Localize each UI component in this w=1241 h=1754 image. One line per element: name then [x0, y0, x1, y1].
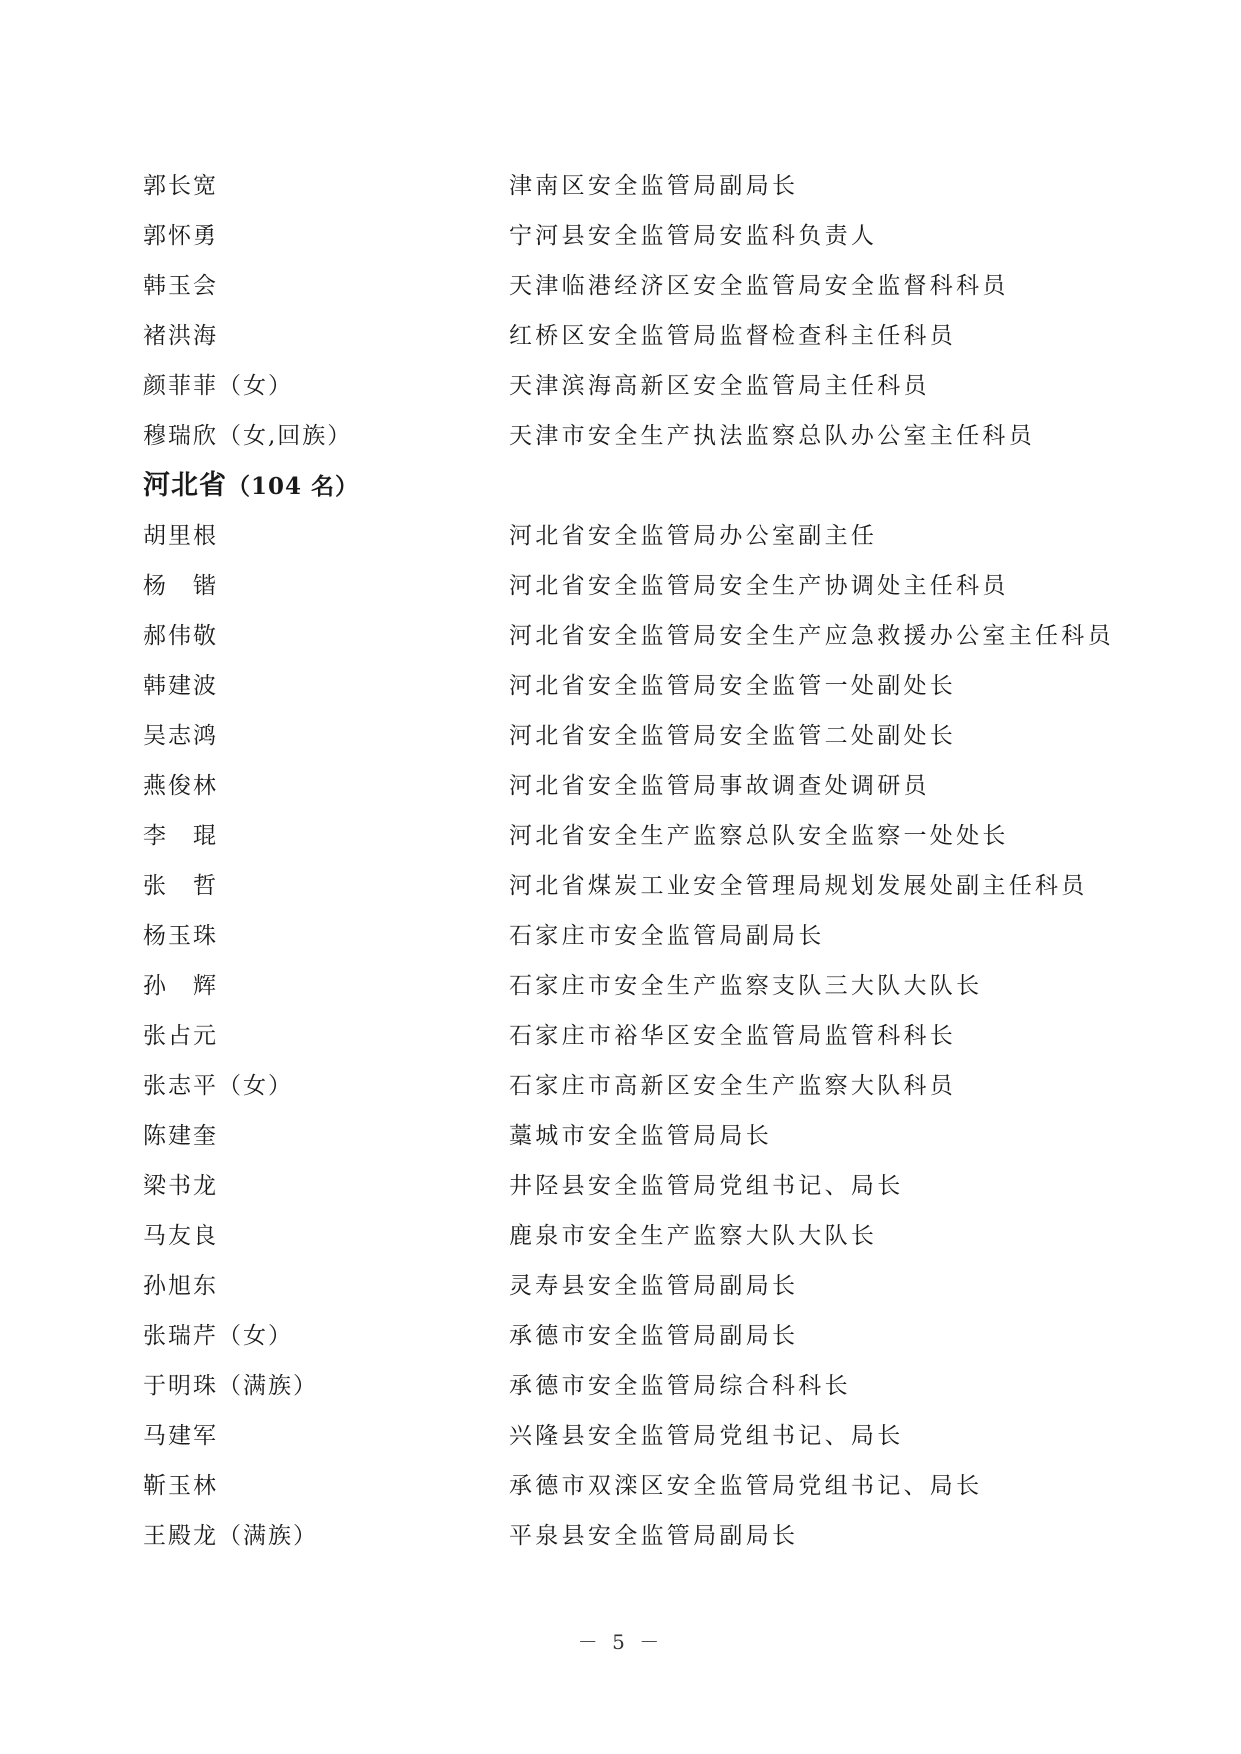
person-name: 马友良 — [143, 1223, 218, 1249]
person-title: 承德市安全监管局综合科科长 — [509, 1373, 851, 1399]
person-title: 石家庄市安全生产监察支队三大队大队长 — [509, 973, 983, 999]
person-title: 鹿泉市安全生产监察大队大队长 — [509, 1223, 878, 1249]
list-item — [143, 361, 1103, 411]
list-item — [143, 861, 1103, 911]
person-title: 河北省煤炭工业安全管理局规划发展处副主任科员 — [509, 873, 1088, 899]
person-name: 颜菲菲（女） — [143, 373, 293, 399]
person-name: 王殿龙（满族） — [143, 1523, 318, 1549]
page-number: － 5 － — [577, 1630, 664, 1654]
person-name: 郭怀勇 — [143, 223, 218, 249]
list-item — [143, 1411, 1103, 1461]
person-name: 张瑞芹（女） — [143, 1323, 293, 1349]
list-item — [143, 1461, 1103, 1511]
person-title: 承德市双滦区安全监管局党组书记、局长 — [509, 1473, 983, 1499]
person-title: 河北省安全监管局安全监管二处副处长 — [509, 723, 957, 749]
list-item — [143, 511, 1103, 561]
person-name: 郭长宽 — [143, 173, 218, 199]
person-title: 河北省安全监管局安全生产应急救援办公室主任科员 — [509, 623, 1114, 649]
list-item — [143, 1361, 1103, 1411]
tianjin-list — [143, 161, 1114, 1561]
person-name: 靳玉林 — [143, 1473, 218, 1499]
person-name: 胡里根 — [143, 523, 218, 549]
person-name: 穆瑞欣（女,回族） — [143, 423, 353, 449]
list-item — [143, 811, 1103, 861]
person-title: 红桥区安全监管局监督检查科主任科员 — [509, 323, 957, 349]
list-item — [143, 761, 1103, 811]
person-name: 杨 锴 — [143, 573, 218, 599]
person-title: 天津滨海高新区安全监管局主任科员 — [509, 373, 930, 399]
province-count: （104 名） — [227, 473, 360, 500]
person-name: 孙 辉 — [143, 973, 218, 999]
person-name: 韩玉会 — [143, 273, 218, 299]
person-name: 李 琨 — [143, 823, 218, 849]
person-name: 褚洪海 — [143, 323, 218, 349]
section-heading-hebei — [143, 461, 1103, 511]
person-title: 天津临港经济区安全监管局安全监督科科员 — [509, 273, 1009, 299]
person-name: 张占元 — [143, 1023, 218, 1049]
person-title: 石家庄市高新区安全生产监察大队科员 — [509, 1073, 957, 1099]
person-title: 井陉县安全监管局党组书记、局长 — [509, 1173, 904, 1199]
person-name: 韩建波 — [143, 673, 218, 699]
person-name: 马建军 — [143, 1423, 218, 1449]
person-name: 吴志鸿 — [143, 723, 218, 749]
list-item — [143, 1211, 1103, 1261]
person-title: 平泉县安全监管局副局长 — [509, 1523, 799, 1549]
list-item — [143, 311, 1103, 361]
list-item — [143, 261, 1103, 311]
person-name: 燕俊林 — [143, 773, 218, 799]
person-title: 兴隆县安全监管局党组书记、局长 — [509, 1423, 904, 1449]
list-item — [143, 161, 1103, 211]
list-item — [143, 1511, 1103, 1561]
person-title: 津南区安全监管局副局长 — [509, 173, 799, 199]
person-title: 河北省安全监管局安全监管一处副处长 — [509, 673, 957, 699]
person-name: 杨玉珠 — [143, 923, 218, 949]
list-item — [143, 211, 1103, 261]
person-name: 陈建奎 — [143, 1123, 218, 1149]
person-title: 河北省安全生产监察总队安全监察一处处长 — [509, 823, 1009, 849]
list-item — [143, 1061, 1103, 1111]
list-item — [143, 661, 1103, 711]
list-item — [143, 1011, 1103, 1061]
person-title: 天津市安全生产执法监察总队办公室主任科员 — [509, 423, 1035, 449]
person-title: 河北省安全监管局安全生产协调处主任科员 — [509, 573, 1009, 599]
list-item — [143, 561, 1103, 611]
person-title: 承德市安全监管局副局长 — [509, 1323, 799, 1349]
list-item — [143, 911, 1103, 961]
list-item — [143, 1261, 1103, 1311]
person-title: 河北省安全监管局事故调查处调研员 — [509, 773, 930, 799]
person-title: 藁城市安全监管局局长 — [509, 1123, 772, 1149]
person-title: 石家庄市裕华区安全监管局监管科科长 — [509, 1023, 957, 1049]
list-item — [143, 1311, 1103, 1361]
province-name: 河北省 — [143, 470, 227, 501]
list-item — [143, 411, 1103, 461]
person-name: 张志平（女） — [143, 1073, 293, 1099]
list-item — [143, 961, 1103, 1011]
list-item — [143, 1111, 1103, 1161]
person-name: 梁书龙 — [143, 1173, 218, 1199]
person-name: 孙旭东 — [143, 1273, 218, 1299]
person-name: 郝伟敬 — [143, 623, 218, 649]
list-item — [143, 1161, 1103, 1211]
list-item — [143, 611, 1114, 661]
person-title: 石家庄市安全监管局副局长 — [509, 923, 825, 949]
list-item — [143, 711, 1103, 761]
person-title: 灵寿县安全监管局副局长 — [509, 1273, 799, 1299]
person-name: 张 哲 — [143, 873, 218, 899]
person-title: 宁河县安全监管局安监科负责人 — [509, 223, 878, 249]
person-name: 于明珠（满族） — [143, 1373, 318, 1399]
person-title: 河北省安全监管局办公室副主任 — [509, 523, 878, 549]
